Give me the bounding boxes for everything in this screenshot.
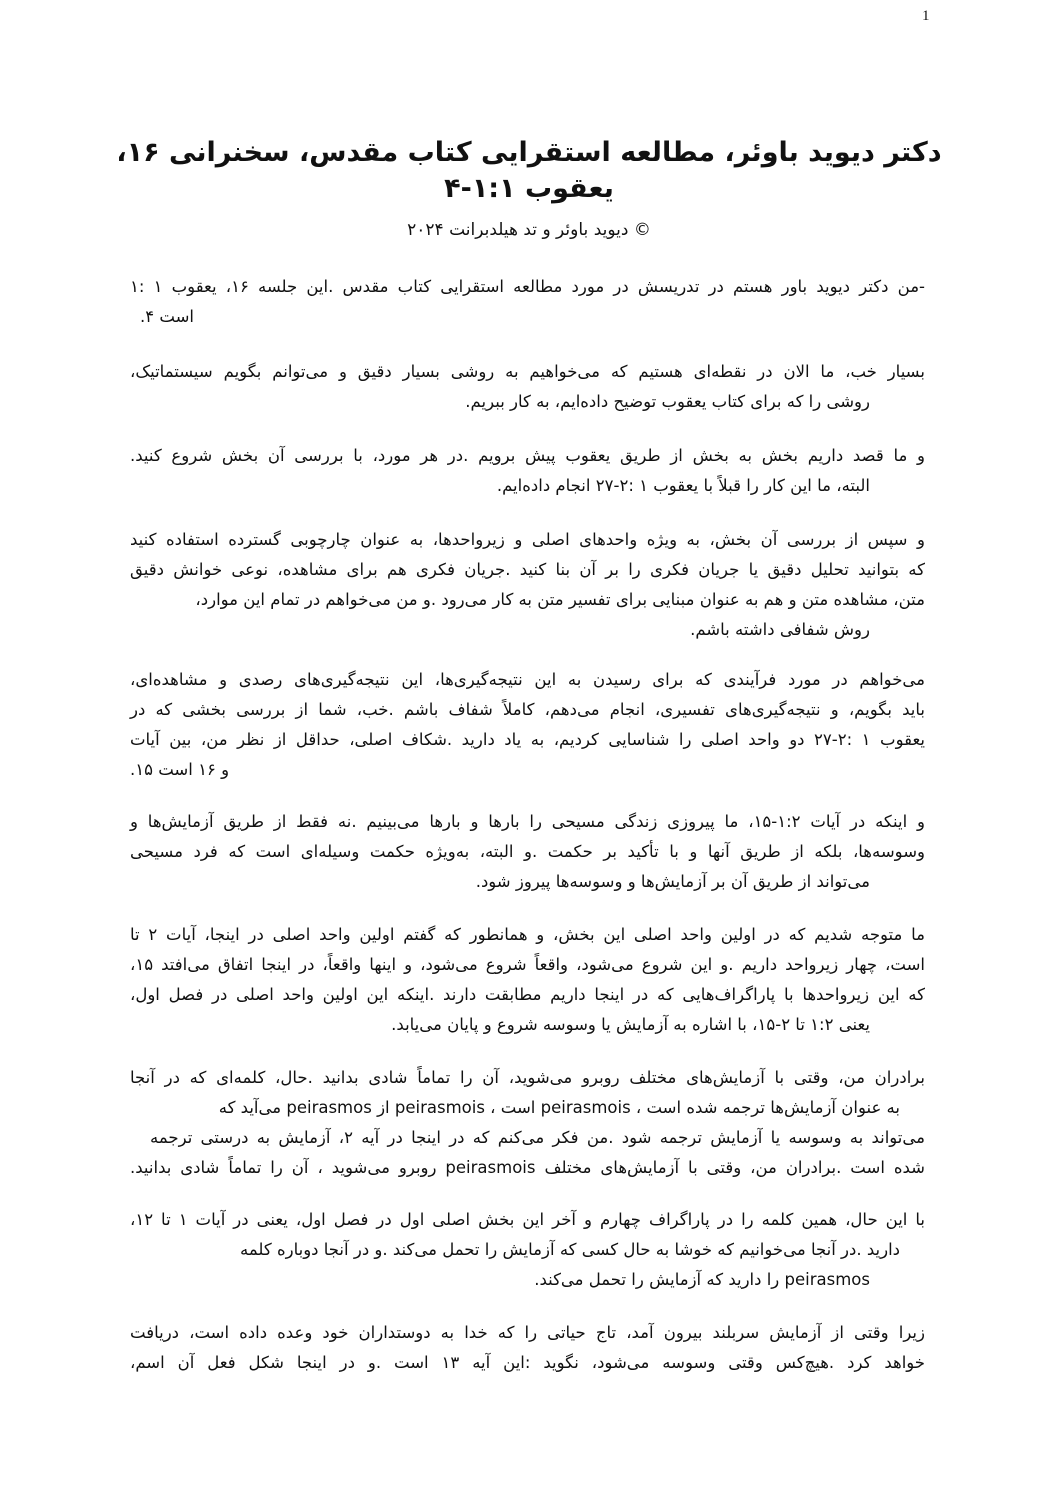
text-line: باید بگویم، و نتیجه‌گیری‌های تفسیری، انجام می‌دهم، کاملاً شفاف باشم .خب، شما از بررسی بخشی که در <box>130 700 925 719</box>
text-line: من دکتر دیوید باور هستم در تدریسش در مورد مطالعه استقرایی کتاب مقدس .این جلسه ۱۶، یعقوب ۱ :۱- <box>130 277 926 296</box>
paragraph-7 <box>130 920 925 1040</box>
document-subtitle: دیوید باوئر و تد هیلدبرانت ۲۰۲۴ © <box>407 220 651 240</box>
text-line: ،خواهد کرد .هیچ‌کس وقتی وسوسه می‌شود، نگوید :این آیه ۱۳ است .و در اینجا شکل فعل آن اسم <box>130 1353 925 1372</box>
text-line: ،با این حال، همین کلمه را در پاراگراف چهارم و آخر این بخش اصلی اول در فصل اول، یعنی در آیات ۱ تا ۱۲ <box>130 1210 925 1229</box>
document-title-line-2: یعقوب ۱:۱-۴ <box>444 173 614 204</box>
paragraph-8 <box>130 1063 925 1183</box>
text-line: ،متن، مشاهده متن و هم به عنوان مبنایی برای تفسیر متن به کار می‌رود .و من می‌خواهم در تمام این موارد <box>195 590 925 609</box>
text-line: .روبرو می‌شوید ، آن را تماماً شادی بدانید peirasmois شده است .برادران من، وقتی با آزمایش‌های مختلف <box>130 1158 925 1177</box>
text-line: وسوسه‌ها، بلکه از طریق آنها و با تأکید بر حکمت .و البته، به‌ویژه حکمت وسیله‌ای است که فرد مسیحی <box>130 842 925 861</box>
text-line: دارید .در آنجا می‌خوانیم که خوشا به حال کسی که آزمایش را تحمل می‌کند .و در آنجا دوباره کلمه <box>240 1240 900 1259</box>
paragraph-9 <box>130 1205 925 1295</box>
text-line: می‌آید که peirasmos از peirasmois ، است peirasmois ، به عنوان آزمایش‌ها ترجمه شده است <box>218 1098 900 1117</box>
text-line: .را دارید که آزمایش را تحمل می‌کند peirasmos <box>534 1270 870 1289</box>
page-number: 1 <box>922 8 930 24</box>
text-line: .است ۴ <box>140 307 194 326</box>
text-line: و سپس از بررسی آن بخش، به ویژه واحدهای اصلی و زیرواحدها، به عنوان چارچوبی گسترده استفاده کنید <box>130 530 925 549</box>
text-line: .می‌تواند از طریق آن بر آزمایش‌ها و وسوسه‌ها پیروز شود <box>475 872 870 891</box>
paragraph-2 <box>130 357 925 417</box>
text-line: برادران من، وقتی با آزمایش‌های مختلف روبرو می‌شوید، آن را تماماً شادی بدانید .حال، کلمه‌ای که در آنجا <box>130 1068 925 1087</box>
text-line: یعقوب ۱ :۲-۲۷ دو واحد اصلی را شناسایی کردیم، به یاد دارید .شکاف اصلی، حداقل از نظر من، بین آیات <box>130 730 926 749</box>
text-line: که بتوانید تحلیل دقیق یا جریان فکری را بر آن بنا کنید .جریان فکری هم برای مشاهده، نوعی خوانش دقیق <box>130 560 925 579</box>
paragraph-10 <box>130 1318 925 1378</box>
paragraph-1 <box>130 272 925 332</box>
paragraph-4 <box>130 525 925 645</box>
text-line: ،است، چهار زیرواحد داریم .و این شروع می‌شود، واقعاً شروع می‌شود، و اینها واقعاً، در اینجا اتفاق می‌افتد ۱۵ <box>130 955 925 974</box>
text-line: ،که این زیرواحدها با پاراگراف‌هایی که در اینجا داریم مطابقت دارند .اینکه این اولین واحد اصلی در فصل اول <box>130 985 925 1004</box>
text-line: .روشی را که برای کتاب یعقوب توضیح داده‌ایم، به کار ببریم <box>465 392 870 411</box>
text-line: ما متوجه شدیم که در اولین واحد اصلی این بخش، و همانطور که گفتم اولین واحد اصلی در اینجا، آیات ۲ تا <box>130 925 925 944</box>
text-line: .و ما قصد داریم بخش به بخش از طریق یعقوب پیش برویم .در هر مورد، با بررسی آن بخش شروع کنید <box>130 446 925 465</box>
text-line: می‌تواند به وسوسه یا آزمایش ترجمه شود .من فکر می‌کنم که در اینجا در آیه ۲، آزمایش به درستی ترجمه <box>150 1128 925 1147</box>
paragraph-6 <box>130 807 925 897</box>
text-line: .البته، ما این کار را قبلاً با یعقوب ۱ :۲-۲۷ انجام داده‌ایم <box>496 476 870 495</box>
document-title-line-1: ،دکتر دیوید باوئر، مطالعه استقرایی کتاب مقدس، سخنرانی ۱۶ <box>116 137 942 168</box>
paragraph-3 <box>130 441 925 501</box>
text-line: و اینکه در آیات ۱:۲-۱۵، ما پیروزی زندگی مسیحی را بارها و بارها می‌بینیم .نه فقط از طریق آزمایش‌ها و <box>130 812 925 831</box>
text-line: .یعنی ۱:۲ تا ۲-۱۵، با اشاره به آزمایش یا وسوسه شروع و پایان می‌یابد <box>391 1015 870 1034</box>
text-line: ،بسیار خب، ما الان در نقطه‌ای هستیم که می‌خواهیم به روشی بسیار دقیق و می‌توانم بگویم سیستماتیک <box>130 362 925 381</box>
text-line: ،می‌خواهم در مورد فرآیندی که برای رسیدن به این نتیجه‌گیری‌ها، این نتیجه‌گیری‌های رصدی و مشاهده‌ای <box>130 670 925 689</box>
text-line: .و ۱۶ است ۱۵ <box>130 760 230 779</box>
text-line: زیرا وقتی از آزمایش سربلند بیرون آمد، تاج حیاتی را که خدا به دوستداران خود وعده داده است، دریافت <box>130 1323 925 1342</box>
paragraph-5 <box>130 665 925 785</box>
text-line: .روش شفافی داشته باشم <box>690 620 870 639</box>
